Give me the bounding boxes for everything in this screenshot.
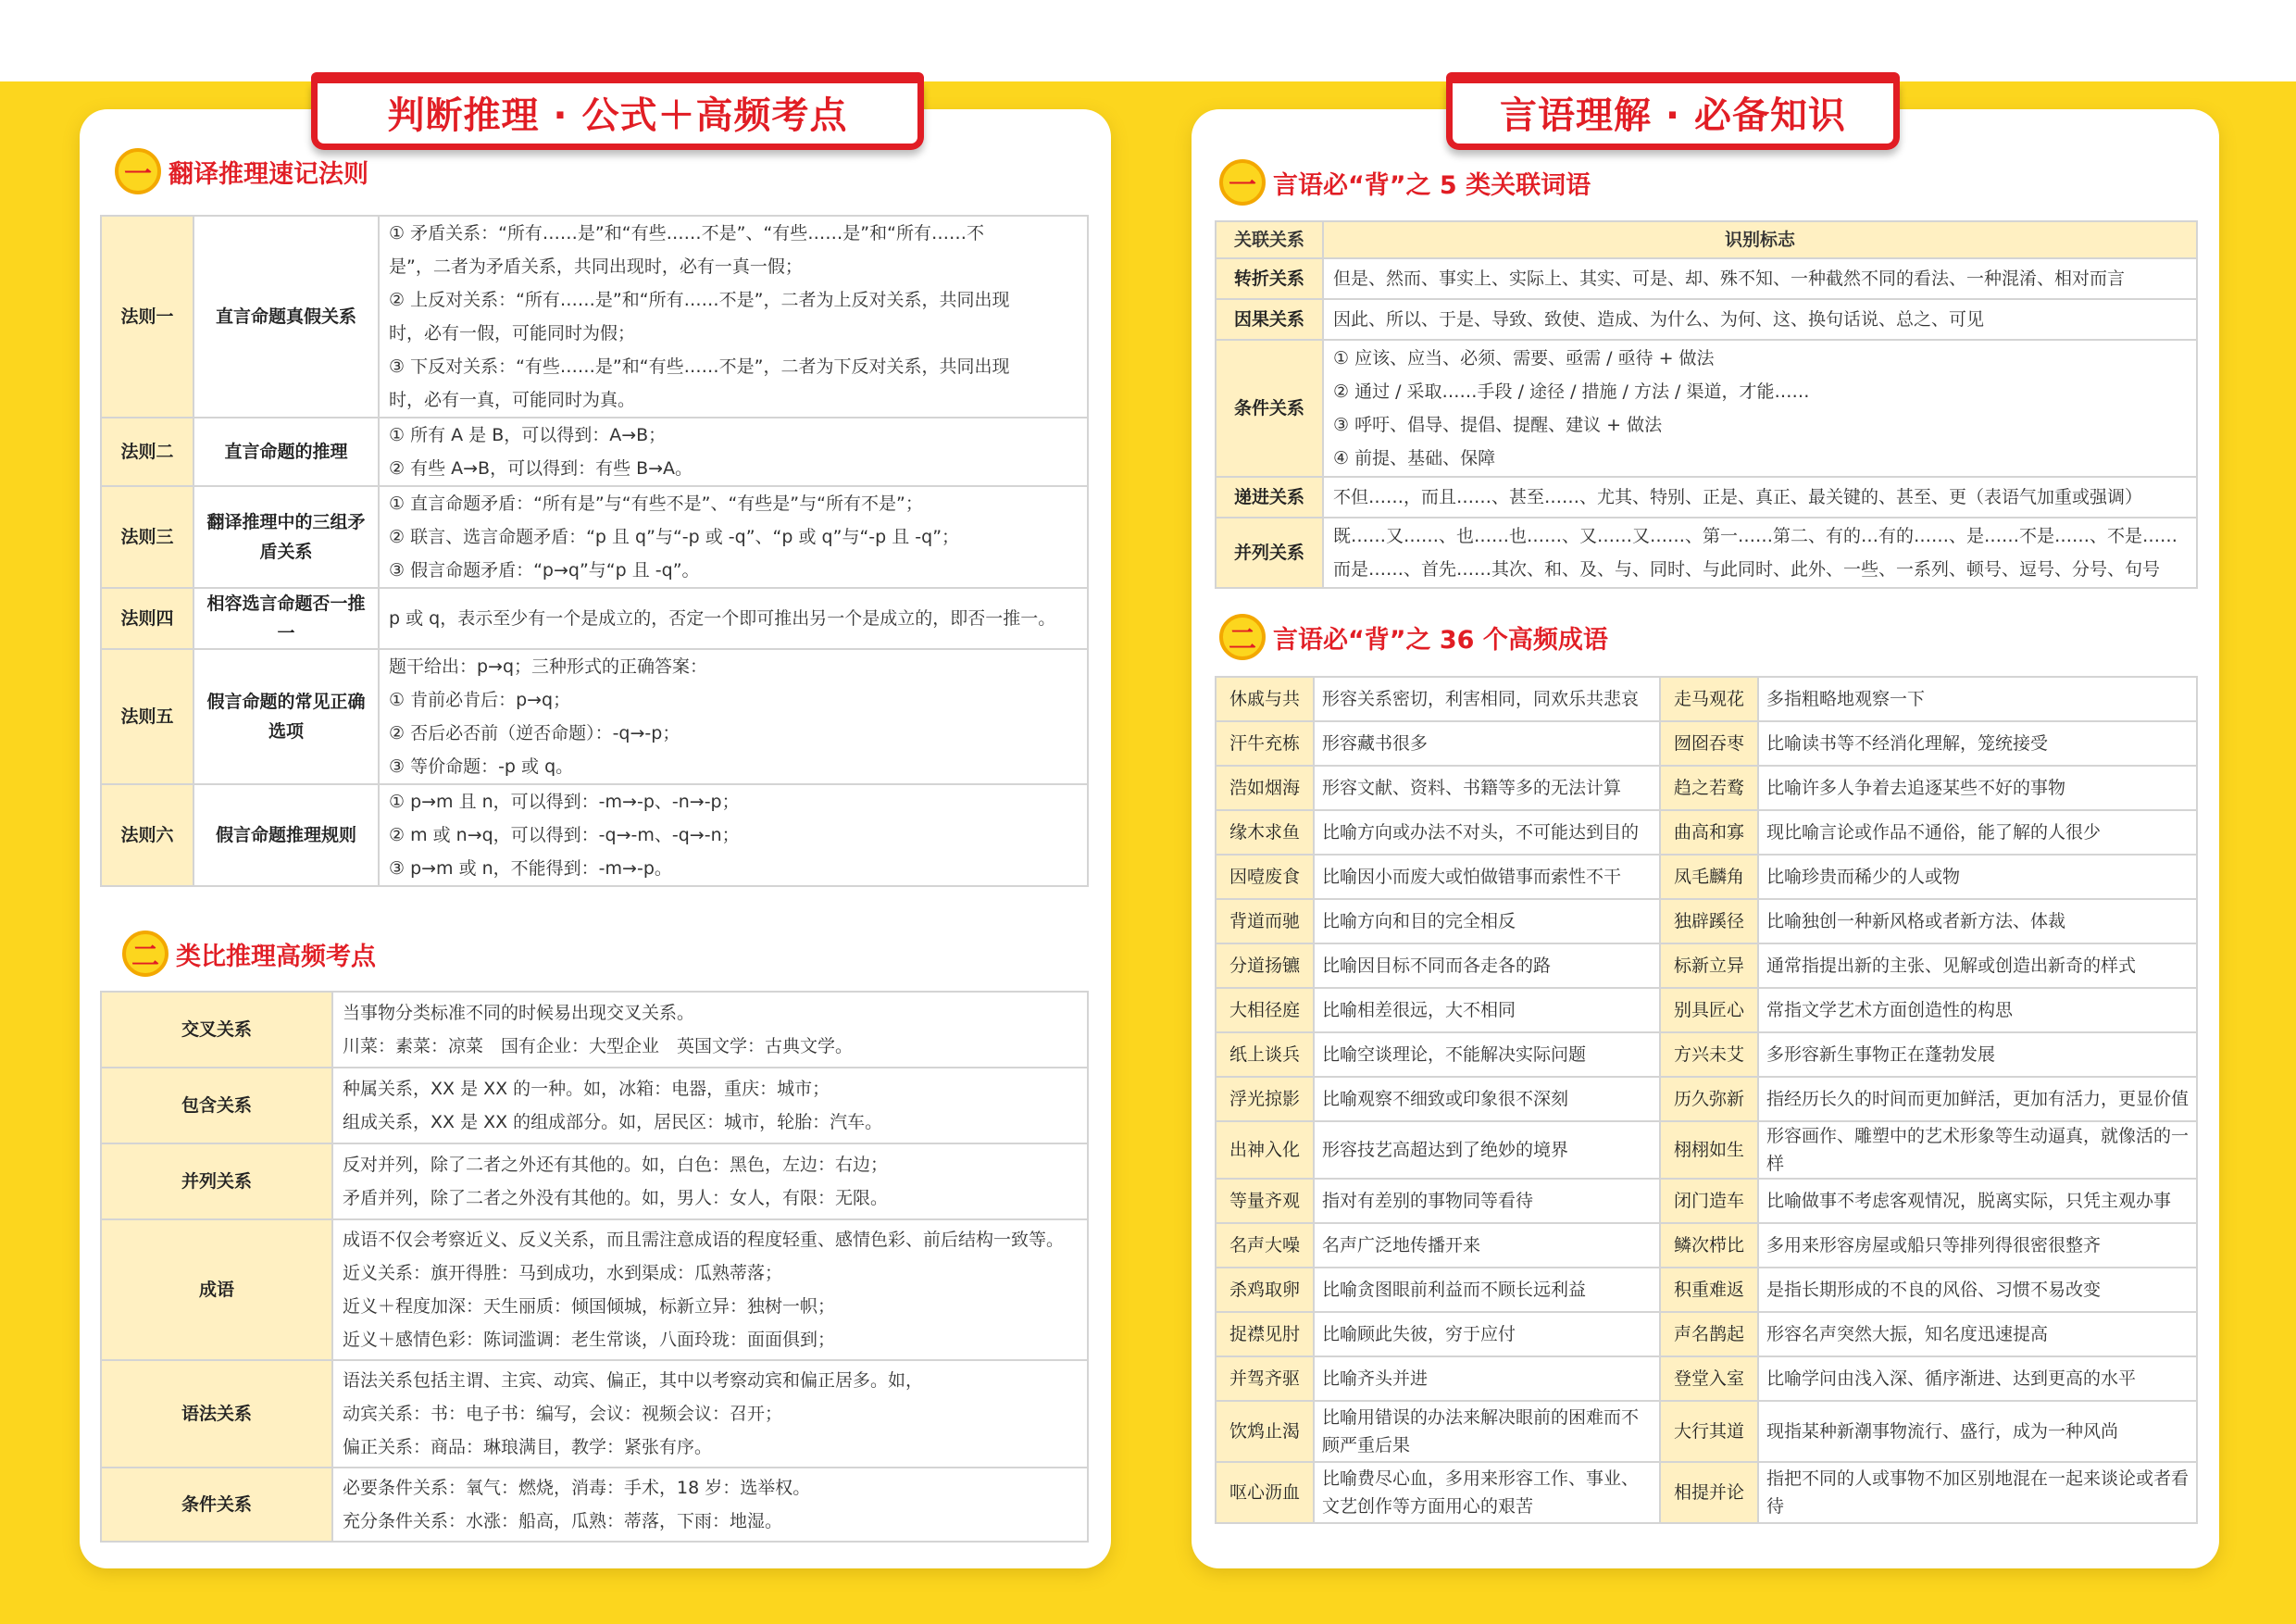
table-row [1216,1312,2197,1356]
table-row [101,784,1088,886]
table-row [1216,766,2197,810]
rule-name: 假言命题的常见正确选项 [193,649,379,784]
idiom-cell: 栩栩如生 [1660,1121,1758,1179]
content-line: ② m 或 n→q，可以得到：-q→-m、-q→-n； [389,825,740,845]
content-line: 必要条件关系：氧气：燃烧，消毒：手术，18 岁：选举权。 [343,1478,811,1498]
content-line: 矛盾并列，除了二者之外没有其他的。如，男人：女人，有限：无限。 [343,1188,889,1208]
idiom-meaning-cell: 比喻因小而废大或怕做错事而索性不干 [1314,855,1660,899]
left-section-2-heading [122,931,376,977]
idiom-cell: 因噎废食 [1216,855,1314,899]
analogy-key: 语法关系 [101,1360,332,1468]
header-cell: 识别标志 [1323,221,2197,258]
content-line: 反对并列，除了二者之外还有其他的。如，白色：黑色，左边：右边； [343,1155,889,1175]
content-cell [379,588,1088,649]
idiom-meaning-cell: 比喻方向或办法不对头，不可能达到目的 [1314,810,1660,855]
idiom-meaning-cell: 形容技艺高超达到了绝妙的境界 [1314,1121,1660,1179]
idiom-meaning-cell: 常指文学艺术方面创造性的构思 [1758,988,2197,1032]
right-section-2-heading [1219,614,1608,660]
table-row [1216,677,2197,721]
rule-name: 翻译推理中的三组矛盾关系 [193,486,379,588]
content-line: 组成关系，XX 是 XX 的组成部分。如，居民区：城市，轮胎：汽车。 [343,1112,883,1132]
relation-key: 转折关系 [1216,258,1323,299]
content-cell [332,992,1088,1068]
idiom-cell: 饮鸩止渴 [1216,1401,1314,1462]
content-line: 充分条件关系：水涨：船高，瓜熟：蒂落，下雨：地湿。 [343,1511,783,1531]
idiom-cell: 别具匠心 [1660,988,1758,1032]
table-row [1216,899,2197,943]
idiom-cell: 并驾齐驱 [1216,1356,1314,1401]
section-number-badge: 二 [1219,614,1266,660]
idiom-meaning-cell: 比喻费尽心血，多用来形容工作、事业、文艺创作等方面用心的艰苦 [1314,1462,1660,1523]
content-line: 成语不仅会考察近义、反义关系，而且需注意成语的程度轻重、感情色彩、前后结构一致等。 [343,1230,1065,1250]
table-row [1216,855,2197,899]
content-cell [379,216,1088,418]
content-line: 近义＋感情色彩：陈词滥调：老生常谈，八面玲珑：面面俱到； [343,1330,836,1350]
idiom-meaning-cell: 比喻珍贵而稀少的人或物 [1758,855,2197,899]
idiom-meaning-cell: 通常指提出新的主张、见解或创造出新奇的样式 [1758,943,2197,988]
content-line: ① 直言命题矛盾：“所有是”与“有些不是”、“有些是”与“所有不是”； [389,493,923,514]
rule-name: 直言命题的推理 [193,418,379,486]
table-row [1216,1223,2197,1268]
table-row [1216,1462,2197,1523]
idiom-meaning-cell: 形容藏书很多 [1314,721,1660,766]
content-line: 是”，二者为矛盾关系，共同出现时，必有一真一假； [389,256,803,277]
table-row [1216,518,2197,588]
content-line: ① p→m 且 n，可以得到：-m→-p、-n→-p； [389,792,740,812]
content-line: 因此、所以、于是、导致、致使、造成、为什么、为何、这、换句话说、总之、可见 [1333,309,1985,330]
right-section-1-heading [1219,159,1591,206]
table-row [1216,299,2197,340]
idiom-meaning-cell: 比喻用错误的办法来解决眼前的困难而不顾严重后果 [1314,1401,1660,1462]
idiom-meaning-cell: 比喻许多人争着去追逐某些不好的事物 [1758,766,2197,810]
table-row [1216,477,2197,518]
idiom-cell: 出神入化 [1216,1121,1314,1179]
idiom-cell: 背道而驰 [1216,899,1314,943]
idiom-meaning-cell: 比喻空谈理论，不能解决实际问题 [1314,1032,1660,1077]
table-row [1216,1401,2197,1462]
content-line: 时，必有一真，可能同时为真。 [389,390,636,410]
idiom-cell: 积重难返 [1660,1268,1758,1312]
content-line: 种属关系，XX 是 XX 的一种。如，冰箱：电器，重庆：城市； [343,1079,830,1099]
rule-name: 直言命题真假关系 [193,216,379,418]
header-cell: 关联关系 [1216,221,1323,258]
content-line: 偏正关系：商品：琳琅满目，教学：紧张有序。 [343,1437,713,1457]
table-row [1216,1077,2197,1121]
analogy-key: 条件关系 [101,1468,332,1542]
idiom-cell: 缘木求鱼 [1216,810,1314,855]
idiom-cell: 历久弥新 [1660,1077,1758,1121]
analogy-key: 交叉关系 [101,992,332,1068]
content-line: ② 有些 A→B，可以得到：有些 B→A。 [389,458,693,479]
rule-key: 法则二 [101,418,193,486]
table-row [1216,1356,2197,1401]
rule-key: 法则一 [101,216,193,418]
table-row [101,588,1088,649]
content-cell [1323,340,2197,477]
idiom-cell: 囫囵吞枣 [1660,721,1758,766]
content-line: ③ 呼吁、倡导、提倡、提醒、建议 + 做法 [1333,415,1663,435]
table-row [1216,1121,2197,1179]
idiom-meaning-cell: 现比喻言论或作品不通俗，能了解的人很少 [1758,810,2197,855]
rule-key: 法则三 [101,486,193,588]
analogy-key: 并列关系 [101,1143,332,1219]
idiom-cell: 方兴未艾 [1660,1032,1758,1077]
table-row [101,1219,1088,1360]
rule-key: 法则六 [101,784,193,886]
idiom-meaning-cell: 多形容新生事物正在蓬勃发展 [1758,1032,2197,1077]
right-banner-title: 言语理解 · 必备知识 [1446,81,1900,150]
idiom-cell: 等量齐观 [1216,1179,1314,1223]
idiom-meaning-cell: 比喻方向和目的完全相反 [1314,899,1660,943]
content-cell [332,1068,1088,1143]
table-row [101,1360,1088,1468]
content-line: ① 应该、应当、必须、需要、亟需 / 亟待 + 做法 [1333,348,1715,369]
idiom-cell: 捉襟见肘 [1216,1312,1314,1356]
idiom-meaning-cell: 指把不同的人或事物不加区别地混在一起来谈论或者看待 [1758,1462,2197,1523]
table-row [1216,1179,2197,1223]
idiom-cell: 相提并论 [1660,1462,1758,1523]
content-line: ① 肯前必肯后：p→q； [389,690,571,710]
idiom-meaning-cell: 多用来形容房屋或船只等排列得很密很整齐 [1758,1223,2197,1268]
table-row [1216,1032,2197,1077]
rule-name: 假言命题推理规则 [193,784,379,886]
idiom-cell: 名声大噪 [1216,1223,1314,1268]
idiom-cell: 分道扬镳 [1216,943,1314,988]
idiom-cell: 呕心沥血 [1216,1462,1314,1523]
content-line: ② 否后必否前（逆否命题）：-q→-p； [389,723,680,743]
content-line: 题干给出：p→q；三种形式的正确答案： [389,656,708,677]
idiom-meaning-cell: 名声广泛地传播开来 [1314,1223,1660,1268]
content-cell [332,1219,1088,1360]
idiom-cell: 浩如烟海 [1216,766,1314,810]
idiom-cell: 大相径庭 [1216,988,1314,1032]
idiom-cell: 凤毛麟角 [1660,855,1758,899]
idiom-meaning-cell: 形容文献、资料、书籍等多的无法计算 [1314,766,1660,810]
section-title: 言语必“背”之 5 类关联词语 [1273,170,1591,200]
content-cell [1323,477,2197,518]
table-row [1216,1268,2197,1312]
idiom-cell: 鳞次栉比 [1660,1223,1758,1268]
idiom-cell: 杀鸡取卵 [1216,1268,1314,1312]
left-section-1-heading [115,148,368,194]
idiom-meaning-cell: 比喻顾此失彼，穷于应付 [1314,1312,1660,1356]
content-line: ③ 下反对关系：“有些……是”和“有些……不是”，二者为下反对关系，共同出现 [389,356,1010,377]
relation-key: 条件关系 [1216,340,1323,477]
idiom-meaning-cell: 比喻贪图眼前利益而不顾长远利益 [1314,1268,1660,1312]
idiom-meaning-cell: 比喻相差很远，大不相同 [1314,988,1660,1032]
idiom-meaning-cell: 比喻独创一种新风格或者新方法、体裁 [1758,899,2197,943]
idiom-cell: 走马观花 [1660,677,1758,721]
content-line: 川菜：素菜：凉菜 国有企业：大型企业 英国文学：古典文学。 [343,1036,854,1056]
content-cell [379,784,1088,886]
content-cell [379,418,1088,486]
section-title: 类比推理高频考点 [176,942,376,971]
table-row [101,1468,1088,1542]
table-row [1216,721,2197,766]
rule-key: 法则五 [101,649,193,784]
content-line: 语法关系包括主谓、主宾、动宾、偏正，其中以考察动宾和偏正居多。如， [343,1370,924,1391]
idiom-cell: 纸上谈兵 [1216,1032,1314,1077]
table-row [101,1143,1088,1219]
rule-key: 法则四 [101,588,193,649]
table-row [1216,810,2197,855]
content-line: 当事物分类标准不同的时候易出现交叉关系。 [343,1003,695,1023]
section-number-badge: 二 [122,931,168,977]
analogy-key: 包含关系 [101,1068,332,1143]
content-line: 时，必有一假，可能同时为假； [389,323,636,344]
content-cell [1323,299,2197,340]
table-row [101,992,1088,1068]
section-number-badge: 一 [115,148,161,194]
content-cell [332,1360,1088,1468]
idiom-cell: 声名鹊起 [1660,1312,1758,1356]
idiom-meaning-cell: 现指某种新潮事物流行、盛行，成为一种风尚 [1758,1401,2197,1462]
content-cell [332,1468,1088,1542]
conjunctions-table [1215,220,2198,589]
section-number-badge: 一 [1219,159,1266,206]
content-line: ① 所有 A 是 B，可以得到：A→B； [389,425,667,445]
content-cell [1323,258,2197,299]
table-row [1216,988,2197,1032]
content-line: ② 通过 / 采取……手段 / 途径 / 措施 / 方法 / 渠道，才能…… [1333,381,1810,402]
content-line: 近义＋程度加深：天生丽质：倾国倾城，标新立异：独树一帜； [343,1296,836,1317]
table-header-row [1216,221,2197,258]
idiom-meaning-cell: 比喻读书等不经消化理解，笼统接受 [1758,721,2197,766]
left-banner-title: 判断推理 · 公式＋高频考点 [311,81,924,150]
analogy-key: 成语 [101,1219,332,1360]
table-row [1216,943,2197,988]
idiom-cell: 浮光掠影 [1216,1077,1314,1121]
table-row [1216,258,2197,299]
table-row [101,486,1088,588]
idiom-cell: 标新立异 [1660,943,1758,988]
idiom-meaning-cell: 指对有差别的事物同等看待 [1314,1179,1660,1223]
relation-key: 因果关系 [1216,299,1323,340]
section-title: 翻译推理速记法则 [168,159,368,189]
content-line: ③ p→m 或 n，不能得到：-m→-p。 [389,858,672,879]
content-cell [1323,518,2197,588]
idiom-cell: 趋之若鹜 [1660,766,1758,810]
content-line: 但是、然而、事实上、实际上、其实、可是、却、殊不知、一种截然不同的看法、一种混淆、相对而言 [1333,269,2126,289]
content-line: ① 矛盾关系：“所有……是”和“有些……不是”、“有些……是”和“所有……不 [389,223,984,244]
idiom-meaning-cell: 比喻观察不细致或印象很不深刻 [1314,1077,1660,1121]
idiom-cell: 曲高和寡 [1660,810,1758,855]
idiom-meaning-cell: 比喻学问由浅入深、循序渐进、达到更高的水平 [1758,1356,2197,1401]
content-line: ③ 等价命题：-p 或 q。 [389,756,574,777]
idiom-meaning-cell: 多指粗略地观察一下 [1758,677,2197,721]
idiom-cell: 大行其道 [1660,1401,1758,1462]
content-line: ④ 前提、基础、保障 [1333,448,1496,468]
table-row [1216,340,2197,477]
idiom-meaning-cell: 形容名声突然大振，知名度迅速提高 [1758,1312,2197,1356]
idiom-cell: 闭门造车 [1660,1179,1758,1223]
idiom-cell: 独辟蹊径 [1660,899,1758,943]
idiom-meaning-cell: 是指长期形成的不良的风俗、习惯不易改变 [1758,1268,2197,1312]
content-line: 不但……，而且……、甚至……、尤其、特别、正是、真正、最关键的、甚至、更（表语气加重或强调） [1333,487,2143,507]
content-cell [332,1143,1088,1219]
idiom-cell: 汗牛充栋 [1216,721,1314,766]
content-line: ③ 假言命题矛盾：“p→q”与“p 且 -q”。 [389,560,700,581]
content-line: 而是……、首先……其次、和、及、与、同时、与此同时、此外、一些、一系列、顿号、逗号、分号、句号 [1333,559,2161,580]
section-title: 言语必“背”之 36 个高频成语 [1273,625,1608,655]
content-line: 近义关系：旗开得胜：马到成功，水到渠成：瓜熟蒂落； [343,1263,783,1283]
table-row [101,1068,1088,1143]
idiom-meaning-cell: 指经历长久的时间而更加鲜活，更加有活力，更显价值 [1758,1077,2197,1121]
table-row [101,418,1088,486]
idioms-table [1215,676,2198,1524]
relation-key: 并列关系 [1216,518,1323,588]
content-line: p 或 q，表示至少有一个是成立的，否定一个即可推出另一个是成立的，即否一推一。 [389,608,1056,629]
idiom-meaning-cell: 比喻齐头并进 [1314,1356,1660,1401]
idiom-meaning-cell: 形容画作、雕塑中的艺术形象等生动逼真，就像活的一样 [1758,1121,2197,1179]
table-row [101,216,1088,418]
idiom-meaning-cell: 比喻做事不考虑客观情况，脱离实际，只凭主观办事 [1758,1179,2197,1223]
content-line: ② 上反对关系：“所有……是”和“所有……不是”，二者为上反对关系，共同出现 [389,290,1010,310]
content-cell [379,649,1088,784]
idiom-meaning-cell: 形容关系密切，利害相同，同欢乐共悲哀 [1314,677,1660,721]
idiom-meaning-cell: 比喻因目标不同而各走各的路 [1314,943,1660,988]
idiom-cell: 登堂入室 [1660,1356,1758,1401]
rule-name: 相容选言命题否一推一 [193,588,379,649]
relation-key: 递进关系 [1216,477,1323,518]
content-line: 动宾关系：书：电子书：编写，会议：视频会议：召开； [343,1404,783,1424]
content-line: 既……又……、也……也……、又……又……、第一……第二、有的…有的……、是……不是……、不是…… [1333,526,2178,546]
table-row [101,649,1088,784]
content-line: ② 联言、选言命题矛盾：“p 且 q”与“-p 或 -q”、“p 或 q”与“-p 且 -q”； [389,527,960,547]
idiom-cell: 休戚与共 [1216,677,1314,721]
content-cell [379,486,1088,588]
analogy-table [100,991,1089,1543]
translation-rules-table [100,215,1089,887]
